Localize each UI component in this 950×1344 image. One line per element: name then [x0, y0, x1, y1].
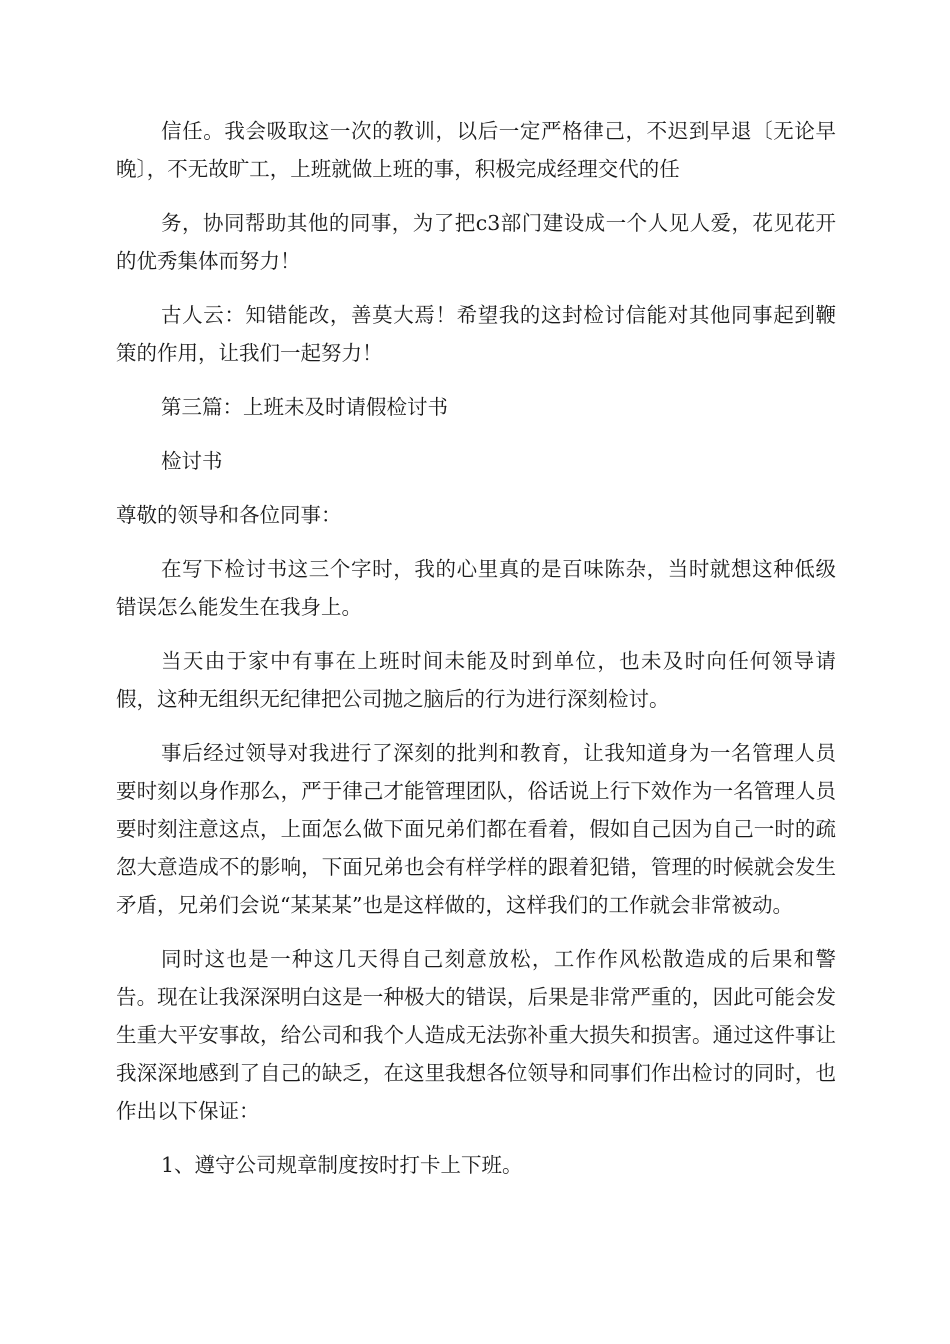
- paragraph-2: 务，协同帮助其他的同事，为了把c3部门建设成一个人见人爱，花见花开的优秀集体而努力！: [116, 211, 836, 273]
- paragraph-6: 事后经过领导对我进行了深刻的批判和教育，让我知道身为一名管理人员要时刻以身作那么，严于律己才能管理团队，俗话说上行下效作为一名管理人员要时刻注意这点，上面怎么做下面兄弟们都在看着，假如自己因为自己一时的疏忽大意造成不的影响，下面兄弟也会有样学样的跟着犯错，管理的时候就会发生矛盾，兄弟们会说“某某某”也是这样做的，这样我们的工作就会非常被动。: [116, 741, 836, 917]
- paragraph-7: 同时这也是一种这几天得自己刻意放松，工作作风松散造成的后果和警告。现在让我深深明白这是一种极大的错误，后果是非常严重的，因此可能会发生重大平安事故，给公司和我个人造成无法弥补重大损失和损害。通过这件事让我深深地感到了自己的缺乏，在这里我想各位领导和同事们作出检讨的同时，也作出以下保证：: [116, 947, 836, 1123]
- document-title: 检讨书: [161, 449, 223, 473]
- section-heading: 第三篇：上班未及时请假检讨书: [161, 395, 448, 419]
- salutation: 尊敬的领导和各位同事：: [116, 503, 342, 527]
- list-item-1: 1、遵守公司规章制度按时打卡上下班。: [161, 1153, 523, 1177]
- document-body: [116, 112, 836, 1200]
- paragraph-5: 当天由于家中有事在上班时间未能及时到单位，也未及时向任何领导请假，这种无组织无纪律把公司抛之脑后的行为进行深刻检讨。: [116, 649, 836, 711]
- paragraph-4: 在写下检讨书这三个字时，我的心里真的是百味陈杂，当时就想这种低级错误怎么能发生在我身上。: [116, 557, 836, 619]
- paragraph-3: 古人云：知错能改，善莫大焉！希望我的这封检讨信能对其他同事起到鞭策的作用，让我们一起努力！: [116, 303, 836, 365]
- paragraph-1: 信任。我会吸取这一次的教训，以后一定严格律己，不迟到早退〔无论早晚〕，不无故旷工，上班就做上班的事，积极完成经理交代的任: [116, 119, 836, 181]
